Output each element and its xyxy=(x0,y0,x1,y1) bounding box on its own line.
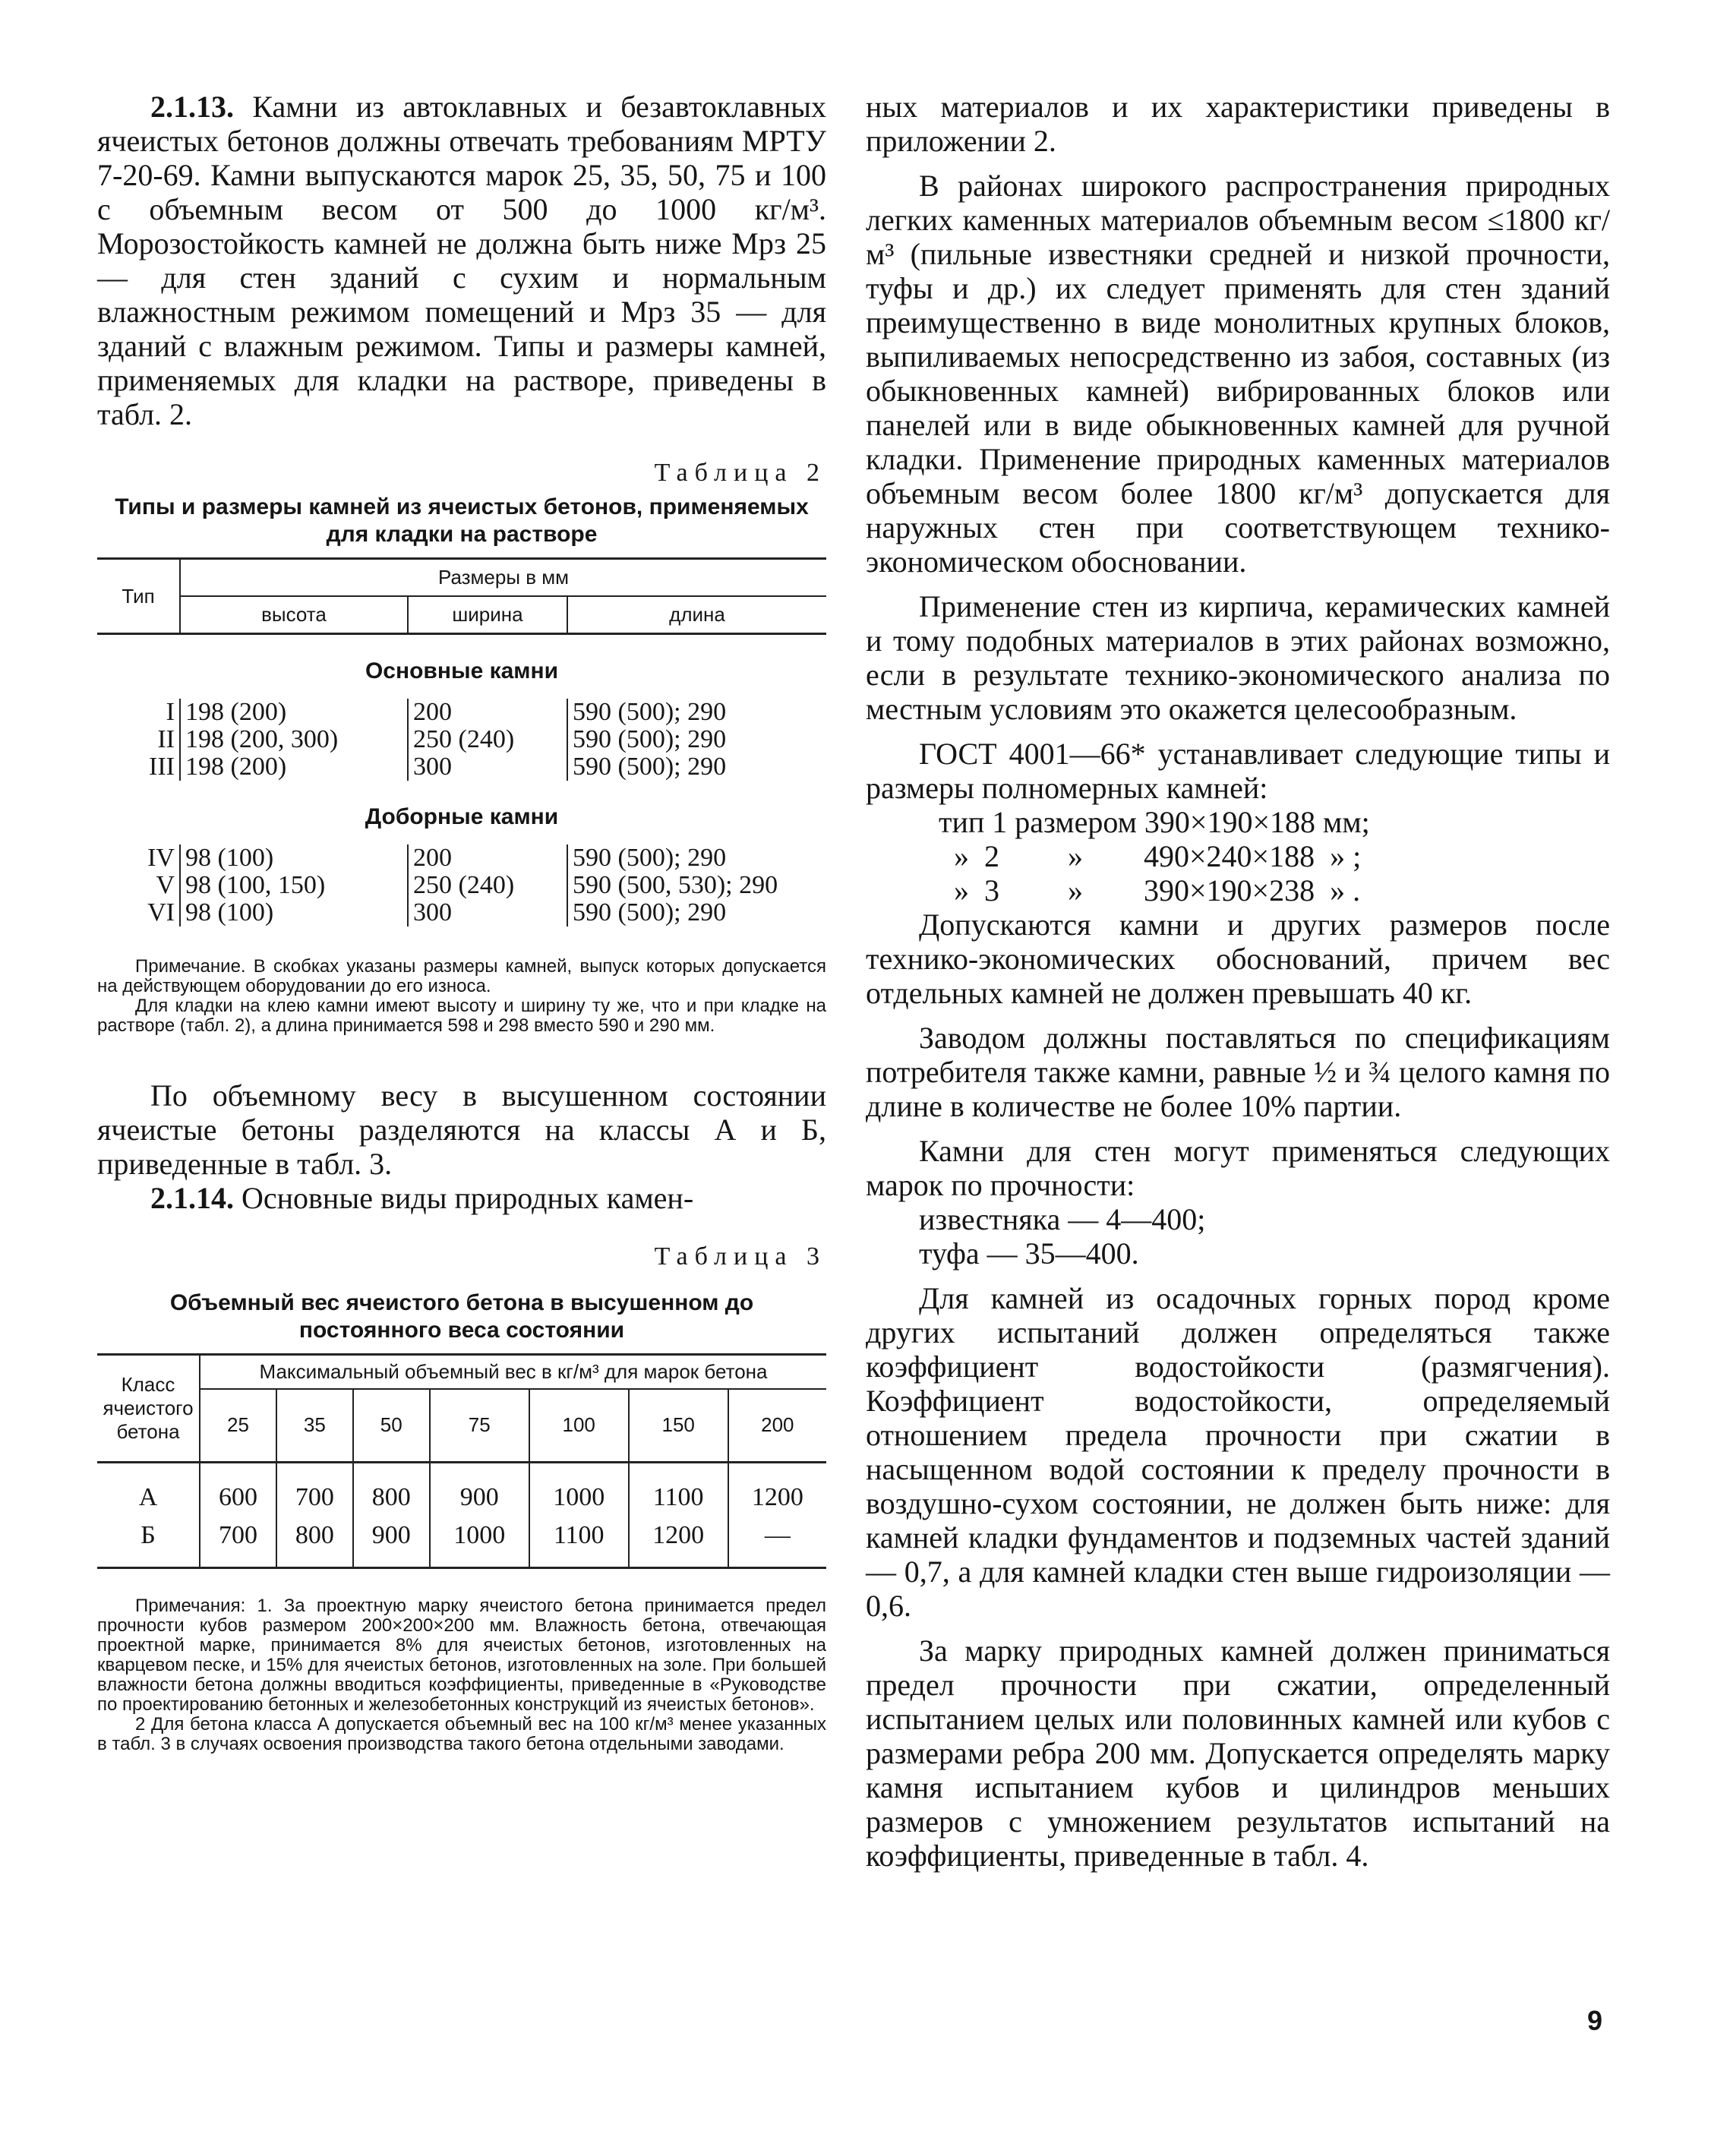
paragraph-stone-grade: За марку природных камней должен приниматься предел прочности при сжатии, определенный испытанием целых или половинных камней или кубов с размерами ребра 200 мм. Допускается определять марку камня испытанием кубов и цилиндров меньших размеров с умножением результатов испытаний на коэффициенты, приведенные в табл. 4. xyxy=(866,1634,1610,1873)
table2-cell-type: III xyxy=(149,753,175,781)
table2-header-length: длина xyxy=(567,596,826,634)
table3-cell-class: А xyxy=(138,1482,158,1511)
table-row xyxy=(97,699,826,726)
table2-header-type: Тип xyxy=(97,559,180,634)
table2-cell-width: 300 xyxy=(408,753,567,781)
table3-cell: 1000 xyxy=(430,1517,529,1568)
table3-cell: 800 xyxy=(276,1517,353,1568)
table2-cell-length: 590 (500); 290 xyxy=(567,699,826,726)
table3-cell: 700 xyxy=(276,1462,353,1517)
table2-header-height: высота xyxy=(180,596,408,634)
grade-tuff: туфа — 35—400. xyxy=(919,1236,1139,1271)
table2-cell-width: 200 xyxy=(408,844,567,872)
paragraph-water-resistance: Для камней из осадочных горных пород кроме других испытаний должен определяться также коэффициент водостойкости (размягчения). Коэффициент водостойкости, определяемый отношением предела прочности при сжатии в насыщенном водой состоянии к пределу прочности в воздушно-сухом состоянии, не должен быть ниже: для камней кладки фундаментов и подземных частей зданий — 0,7, а для камней кладки стен выше гидроизоляции — 0,6. xyxy=(866,1281,1610,1623)
table2-cell-type: II xyxy=(157,725,175,753)
table2-note: Примечание. В скобках указаны размеры камней, выпуск которых допускается на действующем оборудовании до его износа. xyxy=(97,956,826,996)
table3-note-1: Примечания: 1. За проектную марку ячеистого бетона принимается предел прочности кубов размером 200×200×200 мм. Влажность бетона, отвечающая проектной марке, принимается 8% для ячеистых бетонов, изготовленных на кварцевом песке, и 15% для ячеистых бетонов, изготовленных на золе. При большей влажности бетона должны вводиться коэффициенты, приведенные в «Руководстве по проектированию бетонных и железобетонных конструкций из ячеистых бетонов». xyxy=(97,1595,826,1715)
left-column xyxy=(97,90,826,1754)
table2-cell-length: 590 (500, 530); 290 xyxy=(567,872,826,899)
table2 xyxy=(97,557,826,926)
table-row xyxy=(97,726,826,753)
right-column xyxy=(866,90,1610,1873)
table3 xyxy=(97,1353,826,1569)
table3-grade: 50 xyxy=(353,1389,430,1462)
table-row xyxy=(97,899,826,926)
table2-cell-height: 98 (100, 150) xyxy=(180,872,408,899)
stone-size-type-2: » 2 » 490×240×188 » ; xyxy=(939,839,1362,873)
paragraph-text: Камни из автоклавных и безавтоклавных ячеистых бетонов должны отвечать требованиям МРТУ 7-20-69. Камни выпускаются марок 25, 35, 50, 75 и 100 с объемным весом от 500 до 1000 кг/м³. Морозостойкость камней не должна быть ниже Мрз 25 — для стен зданий с сухим и нормальным влажностным режимом помещений и Мрз 35 — для зданий с влажным режимом. Типы и размеры камней, применяемых для кладки на растворе, приведены в табл. 2. xyxy=(97,90,827,431)
table2-cell-length: 590 (500); 290 xyxy=(567,753,826,781)
stone-size-type-3: » 3 » 390×190×238 » . xyxy=(939,873,1361,908)
table3-note-2: 2 Для бетона класса А допускается объемный вес на 100 кг/м³ менее указанных в табл. 3 в случаях освоения производства такого бетона отдельными заводами. xyxy=(97,1713,826,1754)
table3-cell: 600 xyxy=(200,1462,276,1517)
paragraph-continued: ных материалов и их характеристики приведены в приложении 2. xyxy=(866,90,1610,158)
table-row xyxy=(97,1517,826,1568)
table3-header-max: Максимальный объемный вес в кг/м³ для марок бетона xyxy=(200,1355,826,1390)
table2-cell-width: 200 xyxy=(408,699,567,726)
table3-grade: 25 xyxy=(200,1389,276,1462)
stone-sizes-list xyxy=(939,805,1610,908)
table-row xyxy=(97,844,826,872)
table2-cell-type: VI xyxy=(147,898,175,926)
table3-header-class: Класс ячеистого бетона xyxy=(97,1355,200,1463)
table2-cell-length: 590 (500); 290 xyxy=(567,899,826,926)
paragraph-factory: Заводом должны поставляться по спецификациям потребителя также камни, равные ½ и ¾ целого камня по длине в количестве не более 10% партии. xyxy=(866,1021,1610,1123)
grade-limestone: известняка — 4—400; xyxy=(919,1202,1206,1236)
table2-section-main: Основные камни xyxy=(365,658,559,683)
table2-cell-length: 590 (500); 290 xyxy=(567,726,826,753)
stone-size-type-1: тип 1 размером 390×190×188 мм; xyxy=(939,805,1370,839)
paragraph-2-1-13 xyxy=(97,90,826,431)
table3-cell: 1200 xyxy=(728,1462,826,1517)
clause-number: 2.1.13. xyxy=(150,90,234,124)
paragraph-other-sizes: Допускаются камни и других размеров после технико-экономических обоснований, причем вес отдельных камней не должен превышать 40 кг. xyxy=(866,908,1610,1010)
table3-grade: 200 xyxy=(728,1389,826,1462)
paragraph-text: Основные виды природных камен- xyxy=(241,1181,694,1215)
table-row xyxy=(97,753,826,781)
table2-cell-width: 300 xyxy=(408,899,567,926)
table2-cell-height: 198 (200, 300) xyxy=(180,726,408,753)
table-row xyxy=(97,1462,826,1517)
table2-header-width: ширина xyxy=(408,596,567,634)
table3-grade: 75 xyxy=(430,1389,529,1462)
table3-cell: 900 xyxy=(430,1462,529,1517)
table2-cell-type: IV xyxy=(147,844,175,872)
table3-cell: 1200 xyxy=(629,1517,728,1568)
table2-cell-type: V xyxy=(156,871,175,899)
table3-cell: 1000 xyxy=(529,1462,629,1517)
table2-caption: Таблица 2 xyxy=(654,459,826,487)
table3-cell: 800 xyxy=(353,1462,430,1517)
table3-cell-class: Б xyxy=(140,1520,156,1549)
paragraph-2-1-14 xyxy=(97,1181,826,1215)
table2-title: Типы и размеры камней из ячеистых бетонов, применяемых для кладки на растворе xyxy=(115,494,809,547)
table2-cell-height: 98 (100) xyxy=(180,844,408,872)
paragraph-classes: По объемному весу в высушенном состоянии ячеистые бетоны разделяются на классы А и Б, приведенные в табл. 3. xyxy=(97,1078,826,1181)
table3-cell: 1100 xyxy=(629,1462,728,1517)
table3-cell: 900 xyxy=(353,1517,430,1568)
table2-header-sizes: Размеры в мм xyxy=(180,559,826,597)
table2-cell-width: 250 (240) xyxy=(408,872,567,899)
clause-number: 2.1.14. xyxy=(150,1181,234,1215)
paragraph-brick-walls: Применение стен из кирпича, керамических камней и тому подобных материалов в этих районах возможно, если в результате технико-экономического анализа по местным условиям это окажется целесообразным. xyxy=(866,589,1610,726)
table2-note-glue: Для кладки на клею камни имеют высоту и ширину ту же, что и при кладке на растворе (табл. 2), а длина принимается 598 и 298 вместо 590 и 290 мм. xyxy=(97,996,826,1036)
table3-cell: 700 xyxy=(200,1517,276,1568)
table2-cell-height: 198 (200) xyxy=(180,753,408,781)
table2-cell-height: 198 (200) xyxy=(180,699,408,726)
page-number: 9 xyxy=(1587,2005,1603,2036)
table3-grade: 35 xyxy=(276,1389,353,1462)
table3-grade: 100 xyxy=(529,1389,629,1462)
table2-cell-width: 250 (240) xyxy=(408,726,567,753)
paragraph-grades: Камни для стен могут применяться следующих марок по прочности: xyxy=(866,1134,1610,1202)
table2-cell-height: 98 (100) xyxy=(180,899,408,926)
table3-cell: — xyxy=(728,1517,826,1568)
table3-grade: 150 xyxy=(629,1389,728,1462)
table-row xyxy=(97,872,826,899)
table3-title: Объемный вес ячеистого бетона в высушенном до постоянного веса состоянии xyxy=(169,1290,754,1343)
table2-cell-length: 590 (500); 290 xyxy=(567,844,826,872)
table3-caption: Таблица 3 xyxy=(654,1242,826,1271)
table2-section-extra: Доборные камни xyxy=(365,804,559,829)
paragraph-natural-stones: В районах широкого распространения природных легких каменных материалов объемным весом ≤1800 кг/м³ (пильные известняки средней и низкой прочности, туфы и др.) их следует применять для стен зданий преимущественно в виде монолитных крупных блоков, выпиливаемых непосредственно из забоя, составных (из обыкновенных камней) вибрированных блоков или панелей или в виде обыкновенных камней для ручной кладки. Применение природных каменных материалов объемным весом более 1800 кг/м³ допускается для наружных стен при соответствующем технико-экономическом обосновании. xyxy=(866,169,1610,579)
table2-cell-type: I xyxy=(166,698,175,726)
table3-cell: 1100 xyxy=(529,1517,629,1568)
paragraph-gost: ГОСТ 4001—66* устанавливает следующие типы и размеры полномерных камней: xyxy=(866,737,1610,805)
